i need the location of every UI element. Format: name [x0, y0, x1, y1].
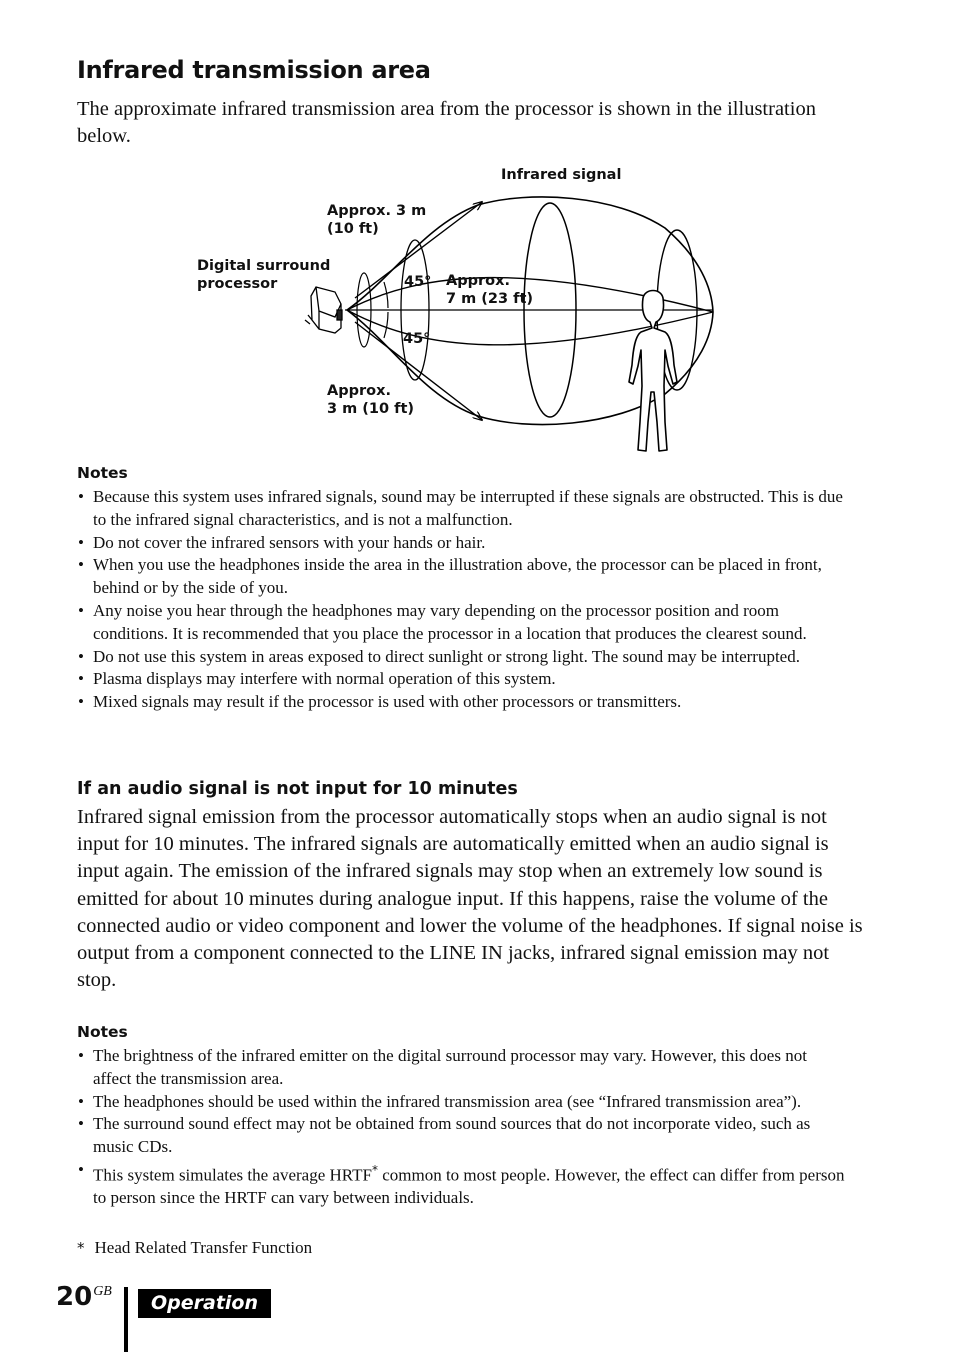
footnote — [77, 1238, 312, 1258]
top-range-label: Approx. 3 m (10 ft) — [327, 203, 427, 237]
bottom-range-label: Approx. 3 m (10 ft) — [327, 383, 415, 417]
list-item: • Mixed signals may result if the processor is used with other processors or transmitters. — [77, 691, 847, 714]
angle-top-label: 45° — [404, 274, 432, 290]
processor-label: Digital surround processor — [197, 258, 331, 292]
footnote-marker: * — [371, 1162, 378, 1177]
list-item: • When you use the headphones inside the area in the illustration above, the processor can be placed in front, behind or by the side of you. — [77, 554, 847, 600]
footnote-text: Head Related Transfer Function — [94, 1238, 313, 1257]
notes-heading: Notes — [77, 464, 128, 482]
notes-list-2 — [77, 1045, 847, 1210]
angle-bottom-label: 45° — [403, 331, 431, 347]
list-item: • Because this system uses infrared signals, sound may be interrupted if these signals are obstructed. This is due to the infrared signal characteristics, and is not a malfunction. — [77, 486, 847, 532]
list-item: • The brightness of the infrared emitter on the digital surround processor may vary. However, this does not affect the transmission area. — [77, 1045, 847, 1091]
notes-heading-2: Notes — [77, 1023, 128, 1041]
intro-paragraph: The approximate infrared transmission area from the processor is shown in the illustration below. — [77, 98, 816, 147]
footer-divider — [124, 1287, 128, 1352]
processor-device-icon — [305, 287, 342, 333]
transmission-area-diagram — [195, 160, 755, 460]
page-suffix: GB — [93, 1284, 112, 1299]
section-tab: Operation — [138, 1289, 271, 1318]
list-item: • Any noise you hear through the headphones may vary depending on the processor position and room conditions. It is recommended that you place the processor in a location that produces the clearest sound. — [77, 600, 847, 646]
notes-list — [77, 486, 847, 714]
footnote-star: * — [77, 1239, 85, 1257]
list-item: • The headphones should be used within the infrared transmission area (see “Infrared transmission area”). — [77, 1091, 847, 1114]
list-item: • Plasma displays may interfere with normal operation of this system. — [77, 668, 847, 691]
distance-label: Approx. 7 m (23 ft) — [446, 273, 534, 307]
page-title: Infrared transmission area — [77, 56, 431, 84]
section-body: Infrared signal emission from the processor automatically stops when an audio signal is not input for 10 minutes. The infrared signals are automatically emitted when an audio signal is input again. The emission of the infrared signals may stop when an extremely low sound is emitted for about 10 minutes during analogue input. If this happens, raise the volume of the connected audio or video component and lower the volume of the headphones. If signal noise is output from a component connected to the LINE IN jacks, infrared signal emission may not stop. — [77, 806, 863, 992]
list-item: • Do not cover the infrared sensors with your hands or hair. — [77, 532, 847, 555]
list-item: • Do not use this system in areas exposed to direct sunlight or strong light. The sound may be interrupted. — [77, 646, 847, 669]
transmission-area-illustration — [195, 160, 755, 460]
infrared-signal-label: Infrared signal — [501, 167, 622, 183]
section-heading: If an audio signal is not input for 10 minutes — [77, 779, 518, 799]
page-number: $20^{GB}$ — [56, 1282, 112, 1312]
listener-person-icon — [629, 291, 677, 452]
list-item-hrtf: • This system simulates the average HRTF* common to most people. However, the effect can differ from person to person since the HRTF can vary between individuals. — [77, 1159, 847, 1210]
list-item: • The surround sound effect may not be obtained from sound sources that do not incorporate video, such as music CDs. — [77, 1113, 847, 1159]
